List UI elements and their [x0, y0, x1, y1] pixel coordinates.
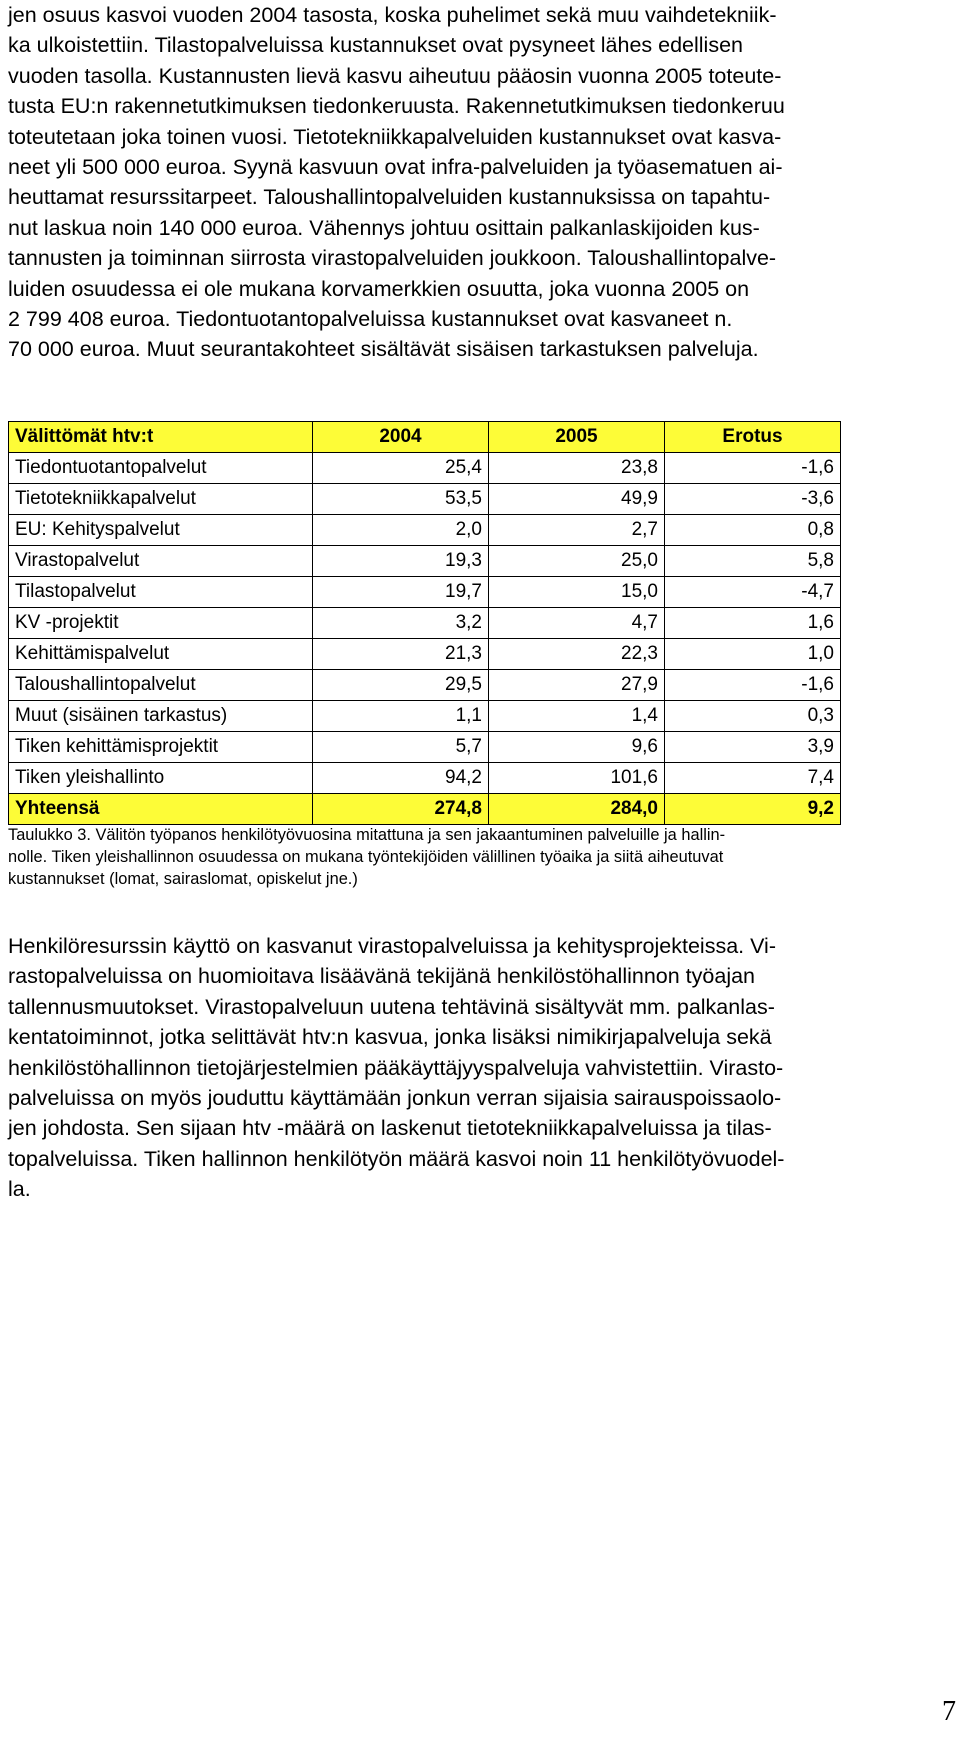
- intro-paragraph: [8, 0, 952, 365]
- value-cell: 101,6: [489, 763, 665, 794]
- intro-text-line: tannusten ja toiminnan siirrosta virastopalveluiden joukkoon. Taloushallintopalve-: [8, 246, 777, 271]
- value-cell: 94,2: [313, 763, 489, 794]
- row-label-cell: KV -projektit: [9, 608, 313, 639]
- value-cell: 0,3: [665, 701, 841, 732]
- row-label-cell: Tilastopalvelut: [9, 577, 313, 608]
- intro-text-line: 2 799 408 euroa. Tiedontuotantopalveluissa kustannukset ovat kasvaneet n.: [8, 306, 733, 331]
- table-row: [9, 515, 841, 546]
- value-cell: 7,4: [665, 763, 841, 794]
- value-cell: 5,7: [313, 732, 489, 763]
- body-paragraph: [8, 931, 952, 1205]
- table-header-cell: 2004: [313, 422, 489, 453]
- staff-table: [8, 421, 841, 825]
- value-cell: 4,7: [489, 608, 665, 639]
- row-label-cell: Tiken kehittämisprojektit: [9, 732, 313, 763]
- intro-text-line: heuttamat resurssitarpeet. Taloushallintopalveluiden kustannuksissa on tapahtu-: [8, 185, 771, 210]
- row-label-cell: Yhteensä: [9, 794, 313, 825]
- value-cell: 2,7: [489, 515, 665, 546]
- value-cell: 29,5: [313, 670, 489, 701]
- value-cell: 5,8: [665, 546, 841, 577]
- value-cell: 53,5: [313, 484, 489, 515]
- table-row: [9, 608, 841, 639]
- caption-text-line: nolle. Tiken yleishallinnon osuudessa on mukana työntekijöiden välillinen työaika ja siitä aiheutuvat: [8, 848, 724, 866]
- intro-text-line: toteutetaan joka toinen vuosi. Tietotekniikkapalveluiden kustannukset ovat kasva-: [8, 124, 782, 149]
- body-text-line: topalveluissa. Tiken hallinnon henkilötyön määrä kasvoi noin 11 henkilötyövuodel-: [8, 1146, 785, 1171]
- value-cell: 22,3: [489, 639, 665, 670]
- intro-text-line: tusta EU:n rakennetutkimuksen tiedonkeruusta. Rakennetutkimuksen tiedonkeruu: [8, 94, 785, 119]
- table-row: [9, 639, 841, 670]
- table-header-cell: 2005: [489, 422, 665, 453]
- intro-text-line: vuoden tasolla. Kustannusten lievä kasvu aiheutuu pääosin vuonna 2005 toteute-: [8, 63, 782, 88]
- value-cell: -1,6: [665, 670, 841, 701]
- body-text-line: jen johdosta. Sen sijaan htv -määrä on laskenut tietotekniikkapalveluissa ja tilas-: [8, 1116, 772, 1141]
- value-cell: 0,8: [665, 515, 841, 546]
- table-caption: [8, 824, 952, 890]
- value-cell: 9,6: [489, 732, 665, 763]
- value-cell: -1,6: [665, 453, 841, 484]
- value-cell: 1,6: [665, 608, 841, 639]
- value-cell: 1,1: [313, 701, 489, 732]
- table-header-cell: Erotus: [665, 422, 841, 453]
- table-row: [9, 484, 841, 515]
- table-row: [9, 763, 841, 794]
- body-text-line: tallennusmuutokset. Virastopalveluun uutena tehtävinä sisältyvät mm. palkanlas-: [8, 994, 775, 1019]
- row-label-cell: Tiedontuotantopalvelut: [9, 453, 313, 484]
- body-text-line: henkilöstöhallinnon tietojärjestelmien pääkäyttäjyyspalveluja vahvistettiin. Virasto-: [8, 1055, 784, 1080]
- body-text-line: rastopalveluissa on huomioitava lisäävänä tekijänä henkilöstöhallinnon työajan: [8, 964, 756, 989]
- table-total-row: [9, 794, 841, 825]
- row-label-cell: Muut (sisäinen tarkastus): [9, 701, 313, 732]
- row-label-cell: Tiken yleishallinto: [9, 763, 313, 794]
- intro-text-line: 70 000 euroa. Muut seurantakohteet sisältävät sisäisen tarkastuksen palveluja.: [8, 337, 759, 362]
- value-cell: 2,0: [313, 515, 489, 546]
- value-cell: 23,8: [489, 453, 665, 484]
- row-label-cell: Virastopalvelut: [9, 546, 313, 577]
- value-cell: -4,7: [665, 577, 841, 608]
- value-cell: 274,8: [313, 794, 489, 825]
- row-label-cell: EU: Kehityspalvelut: [9, 515, 313, 546]
- value-cell: 3,2: [313, 608, 489, 639]
- table-row: [9, 701, 841, 732]
- value-cell: 25,0: [489, 546, 665, 577]
- value-cell: 27,9: [489, 670, 665, 701]
- value-cell: 49,9: [489, 484, 665, 515]
- value-cell: 1,0: [665, 639, 841, 670]
- intro-text-line: jen osuus kasvoi vuoden 2004 tasosta, koska puhelimet sekä muu vaihdetekniik-: [8, 3, 777, 27]
- value-cell: 9,2: [665, 794, 841, 825]
- value-cell: 21,3: [313, 639, 489, 670]
- table-row: [9, 577, 841, 608]
- value-cell: 19,3: [313, 546, 489, 577]
- body-text-line: la.: [8, 1177, 31, 1202]
- value-cell: 3,9: [665, 732, 841, 763]
- table-header-row: [9, 422, 841, 453]
- table-row: [9, 732, 841, 763]
- table-row: [9, 453, 841, 484]
- table-header-cell: Välittömät htv:t: [9, 422, 313, 453]
- caption-text-line: kustannukset (lomat, sairaslomat, opiskelut jne.): [8, 870, 358, 888]
- intro-text-line: nut laskua noin 140 000 euroa. Vähennys johtuu osittain palkanlaskijoiden kus-: [8, 215, 760, 240]
- row-label-cell: Kehittämispalvelut: [9, 639, 313, 670]
- row-label-cell: Taloushallintopalvelut: [9, 670, 313, 701]
- table-row: [9, 670, 841, 701]
- value-cell: 1,4: [489, 701, 665, 732]
- intro-text-line: neet yli 500 000 euroa. Syynä kasvuun ovat infra-palveluiden ja työasematuen ai-: [8, 154, 783, 179]
- page-number: 7: [942, 1696, 956, 1727]
- value-cell: -3,6: [665, 484, 841, 515]
- body-text-line: kentatoiminnot, jotka selittävät htv:n kasvua, jonka lisäksi nimikirjapalveluja sekä: [8, 1025, 772, 1050]
- intro-text-line: luiden osuudessa ei ole mukana korvamerkkien osuutta, joka vuonna 2005 on: [8, 276, 750, 301]
- value-cell: 284,0: [489, 794, 665, 825]
- row-label-cell: Tietotekniikkapalvelut: [9, 484, 313, 515]
- value-cell: 15,0: [489, 577, 665, 608]
- intro-text-line: ka ulkoistettiin. Tilastopalveluissa kustannukset ovat pysyneet lähes edellisen: [8, 33, 743, 58]
- body-text-line: palveluissa on myös jouduttu käyttämään jonkun verran sijaisia sairauspoissaolo-: [8, 1085, 782, 1110]
- body-text-line: Henkilöresurssin käyttö on kasvanut virastopalveluissa ja kehitysprojekteissa. Vi-: [8, 934, 776, 958]
- caption-text-line: Taulukko 3. Välitön työpanos henkilötyövuosina mitattuna ja sen jakaantuminen palveluille ja hallin-: [8, 826, 726, 844]
- value-cell: 19,7: [313, 577, 489, 608]
- table-row: [9, 546, 841, 577]
- value-cell: 25,4: [313, 453, 489, 484]
